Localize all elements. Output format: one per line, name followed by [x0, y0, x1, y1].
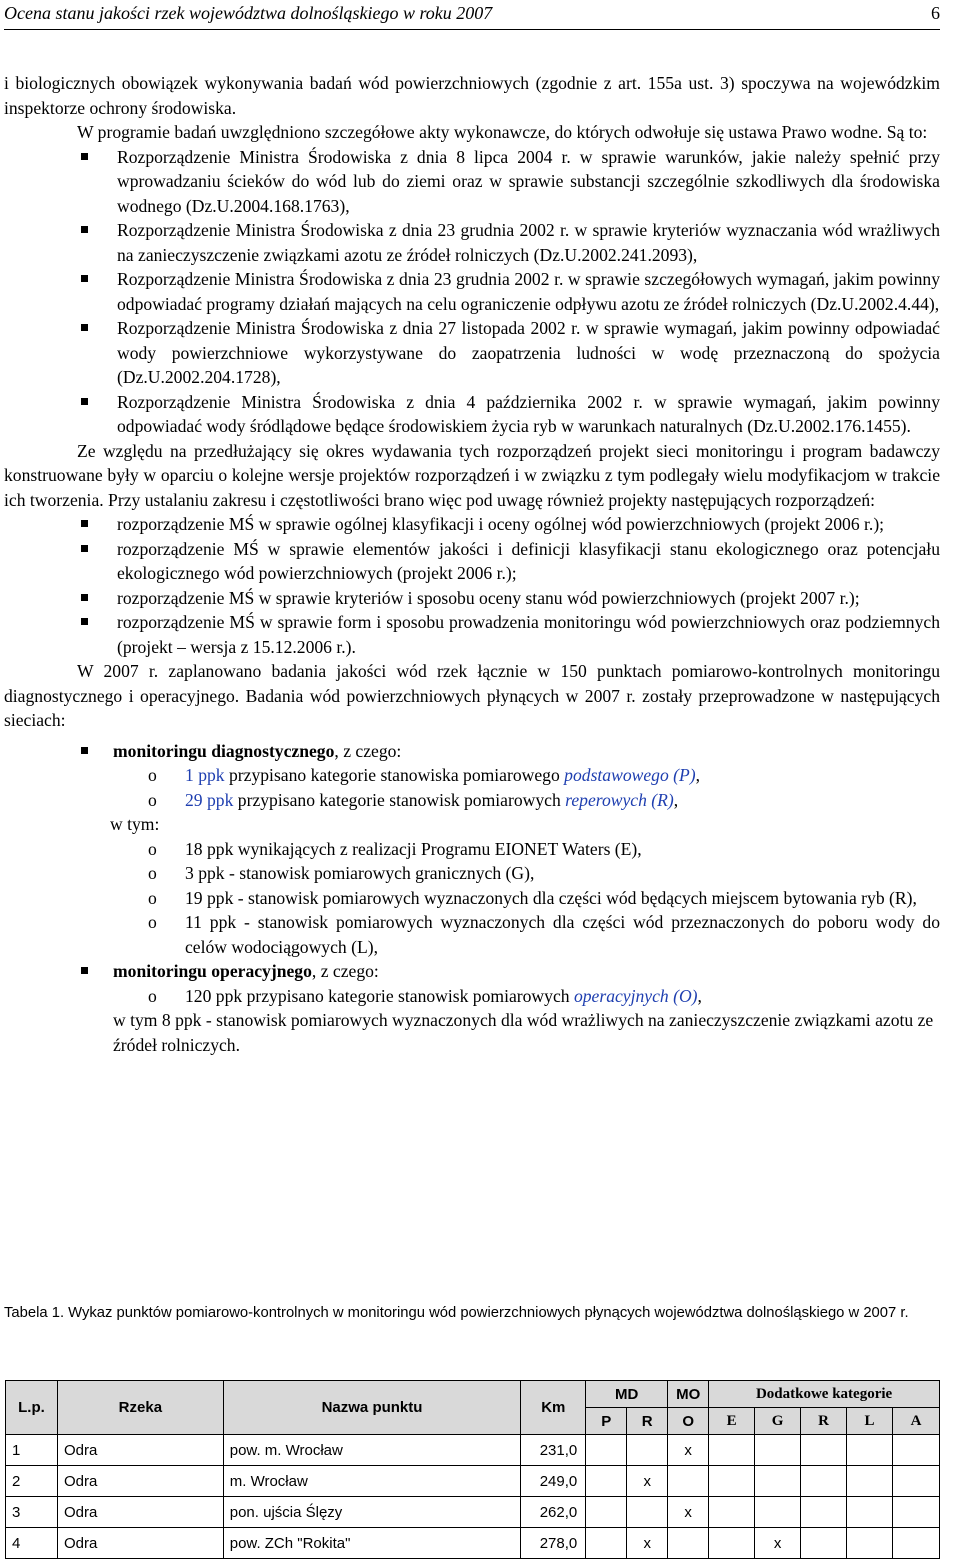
paragraph-1: i biologicznych obowiązek wykonywania badań wód powierzchniowych (zgodnie z art. 155a ust. 3) spoczywa na wojewódzkim inspektorze ochrony środowiska.: [4, 73, 940, 118]
draft-regulations-list: [4, 512, 940, 659]
square-bullet-icon: [81, 226, 88, 233]
list-item-diagnostic: monitoringu diagnostycznego, z czego:: [4, 739, 940, 764]
col-header-r2: R: [801, 1408, 847, 1435]
list-item: o 11 ppk - stanowisk pomiarowych wyznaczonych dla części wód przeznaczonych do poboru wody do celów wodociągowych (L),: [148, 912, 940, 957]
table-row: 3 Odra pon. ujścia Ślęzy 262,0 x: [6, 1497, 940, 1528]
w-tym-label: w tym:: [110, 814, 160, 834]
square-bullet-icon: [81, 545, 88, 552]
square-bullet-icon: [81, 153, 88, 160]
col-header-mo: MO: [668, 1381, 709, 1408]
operational-title: monitoringu operacyjnego: [113, 961, 312, 981]
col-header-km: Km: [521, 1381, 586, 1435]
col-header-p: P: [586, 1408, 627, 1435]
col-header-e: E: [709, 1408, 755, 1435]
list-item: o 29 ppk przypisano kategorie stanowisk pomiarowych reperowych (R),: [148, 789, 679, 810]
square-bullet-icon: [81, 967, 88, 974]
diagnostic-categories: [4, 763, 940, 812]
list-item: o 120 ppk przypisano kategorie stanowisk pomiarowych operacyjnych (O),: [148, 985, 702, 1006]
paragraph-4: W 2007 r. zaplanowano badania jakości wód rzek łącznie w 150 punktach pomiarowo-kontrolnych monitoringu diagnostycznego i operacyjnego. Badania wód powierzchniowych płynących w 2007 r. zostały przeprowadzone w następujących sieciach:: [4, 661, 940, 730]
square-bullet-icon: [81, 275, 88, 282]
running-header: [4, 3, 940, 30]
list-item: Rozporządzenie Ministra Środowiska z dnia 23 grudnia 2002 r. w sprawie kryteriów wyznaczania wód wrażliwych na zanieczyszczenie związkami azotu ze źródeł rolniczych (Dz.U.2002.241.2093),: [4, 218, 940, 267]
square-bullet-icon: [81, 520, 88, 527]
table-header-row: [6, 1381, 940, 1408]
monitoring-networks-list: [4, 739, 940, 764]
col-header-md: MD: [586, 1381, 668, 1408]
operational-list: [4, 959, 940, 984]
square-bullet-icon: [81, 324, 88, 331]
list-item: Rozporządzenie Ministra Środowiska z dnia 23 grudnia 2002 r. w sprawie szczegółowych wymagań, jakim powinny odpowiadać programy działań mających na celu ograniczenie odpływu azotu ze źródeł rolniczych (Dz.U.2002.4.44),: [4, 267, 940, 316]
body-text: [4, 71, 940, 1057]
table-row: 1 Odra pow. m. Wrocław 231,0 x: [6, 1435, 940, 1466]
list-item: Rozporządzenie Ministra Środowiska z dnia 27 listopada 2002 r. w sprawie wymagań, jakim powinny odpowiadać wody powierzchniowe wykorzystywane do zaopatrzenia ludności w wodę przeznaczoną do spożycia (Dz.U.2002.204.1728),: [4, 316, 940, 390]
col-header-nazwa: Nazwa punktu: [223, 1381, 521, 1435]
list-item: rozporządzenie MŚ w sprawie elementów jakości i definicji klasyfikacji stanu ekologicznego oraz potencjału ekologicznego wód powierzchniowych (projekt 2006 r.);: [4, 537, 940, 586]
square-bullet-icon: [81, 618, 88, 625]
col-header-g: G: [755, 1408, 801, 1435]
col-header-rzeka: Rzeka: [57, 1381, 223, 1435]
col-header-o: O: [668, 1408, 709, 1435]
square-bullet-icon: [81, 398, 88, 405]
regulations-list: [4, 145, 940, 439]
list-item: rozporządzenie MŚ w sprawie kryteriów i sposobu oceny stanu wód powierzchniowych (projekt 2007 r.);: [4, 586, 940, 611]
list-item: Rozporządzenie Ministra Środowiska z dnia 4 października 2002 r. w sprawie wymagań, jakim powinny odpowiadać wody śródlądowe będące środowiskiem życia ryb w warunkach naturalnych (Dz.U.2002.176.1455).: [4, 390, 940, 439]
table-row: 2 Odra m. Wrocław 249,0 x: [6, 1466, 940, 1497]
operational-categories: [4, 984, 940, 1009]
square-bullet-icon: [81, 594, 88, 601]
col-header-l: L: [847, 1408, 893, 1435]
square-bullet-icon: [81, 747, 88, 754]
header-title: Ocena stanu jakości rzek województwa dolnośląskiego w roku 2007: [4, 3, 493, 23]
paragraph-2: W programie badań uwzględniono szczegółowe akty wykonawcze, do których odwołuje się ustawa Prawo wodne. Są to:: [77, 122, 928, 142]
list-item: o 18 ppk wynikających z realizacji Programu EIONET Waters (E),: [148, 838, 642, 859]
col-header-a: A: [892, 1408, 939, 1435]
paragraph-3: Ze względu na przedłużający się okres wydawania tych rozporządzeń projekt sieci monitoringu i program badawczy konstruowane były w oparciu o kolejne wersje projektów rozporządzeń i w związku z tym podlegały wielu modyfikacjom w trakcie ich tworzenia. Przy ustalaniu zakresu i częstotliwości brano więc pod uwagę również projekty następujących rozporządzeń:: [4, 440, 940, 510]
list-item: rozporządzenie MŚ w sprawie ogólnej klasyfikacji i oceny ogólnej wód powierzchniowych (projekt 2006 r.);: [4, 512, 940, 537]
page-number: 6: [931, 3, 940, 23]
list-item: o 19 ppk - stanowisk pomiarowych wyznaczonych dla części wód będących miejscem bytowania ryb (R),: [148, 887, 917, 908]
list-item: rozporządzenie MŚ w sprawie form i sposobu prowadzenia monitoringu wód powierzchniowych oraz podziemnych (projekt – wersja z 15.12.2006 r.).: [4, 610, 940, 659]
monitoring-points-table: [5, 1380, 940, 1559]
col-header-r: R: [627, 1408, 668, 1435]
operational-note: w tym 8 ppk - stanowisk pomiarowych wyznaczonych dla wód wrażliwych na zanieczyszczenie związkami azotu ze źródeł rolniczych.: [113, 1010, 934, 1055]
col-header-lp: L.p.: [6, 1381, 58, 1435]
list-item-operational: monitoringu operacyjnego, z czego:: [4, 959, 940, 984]
table-caption: Tabela 1. Wykaz punktów pomiarowo-kontrolnych w monitoringu wód powierzchniowych płynących województwa dolnośląskiego w 2007 r.: [4, 1305, 909, 1321]
diagnostic-title: monitoringu diagnostycznego: [113, 740, 335, 761]
list-item: o 3 ppk - stanowisk pomiarowych granicznych (G),: [148, 863, 535, 883]
list-item: Rozporządzenie Ministra Środowiska z dnia 8 lipca 2004 r. w sprawie warunków, jakie należy spełnić przy wprowadzaniu ścieków do wód lub do ziemi oraz w sprawie substancji szczególnie szkodliwych dla środowiska wodnego (Dz.U.2004.168.1763),: [4, 145, 940, 219]
table-row: 4 Odra pow. ZCh "Rokita" 278,0 x x: [6, 1528, 940, 1559]
list-item: o 1 ppk przypisano kategorie stanowiska pomiarowego podstawowego (P),: [148, 765, 701, 785]
col-header-dodatkowe: Dodatkowe kategorie: [709, 1381, 940, 1408]
diagnostic-subcategories: [4, 837, 940, 960]
